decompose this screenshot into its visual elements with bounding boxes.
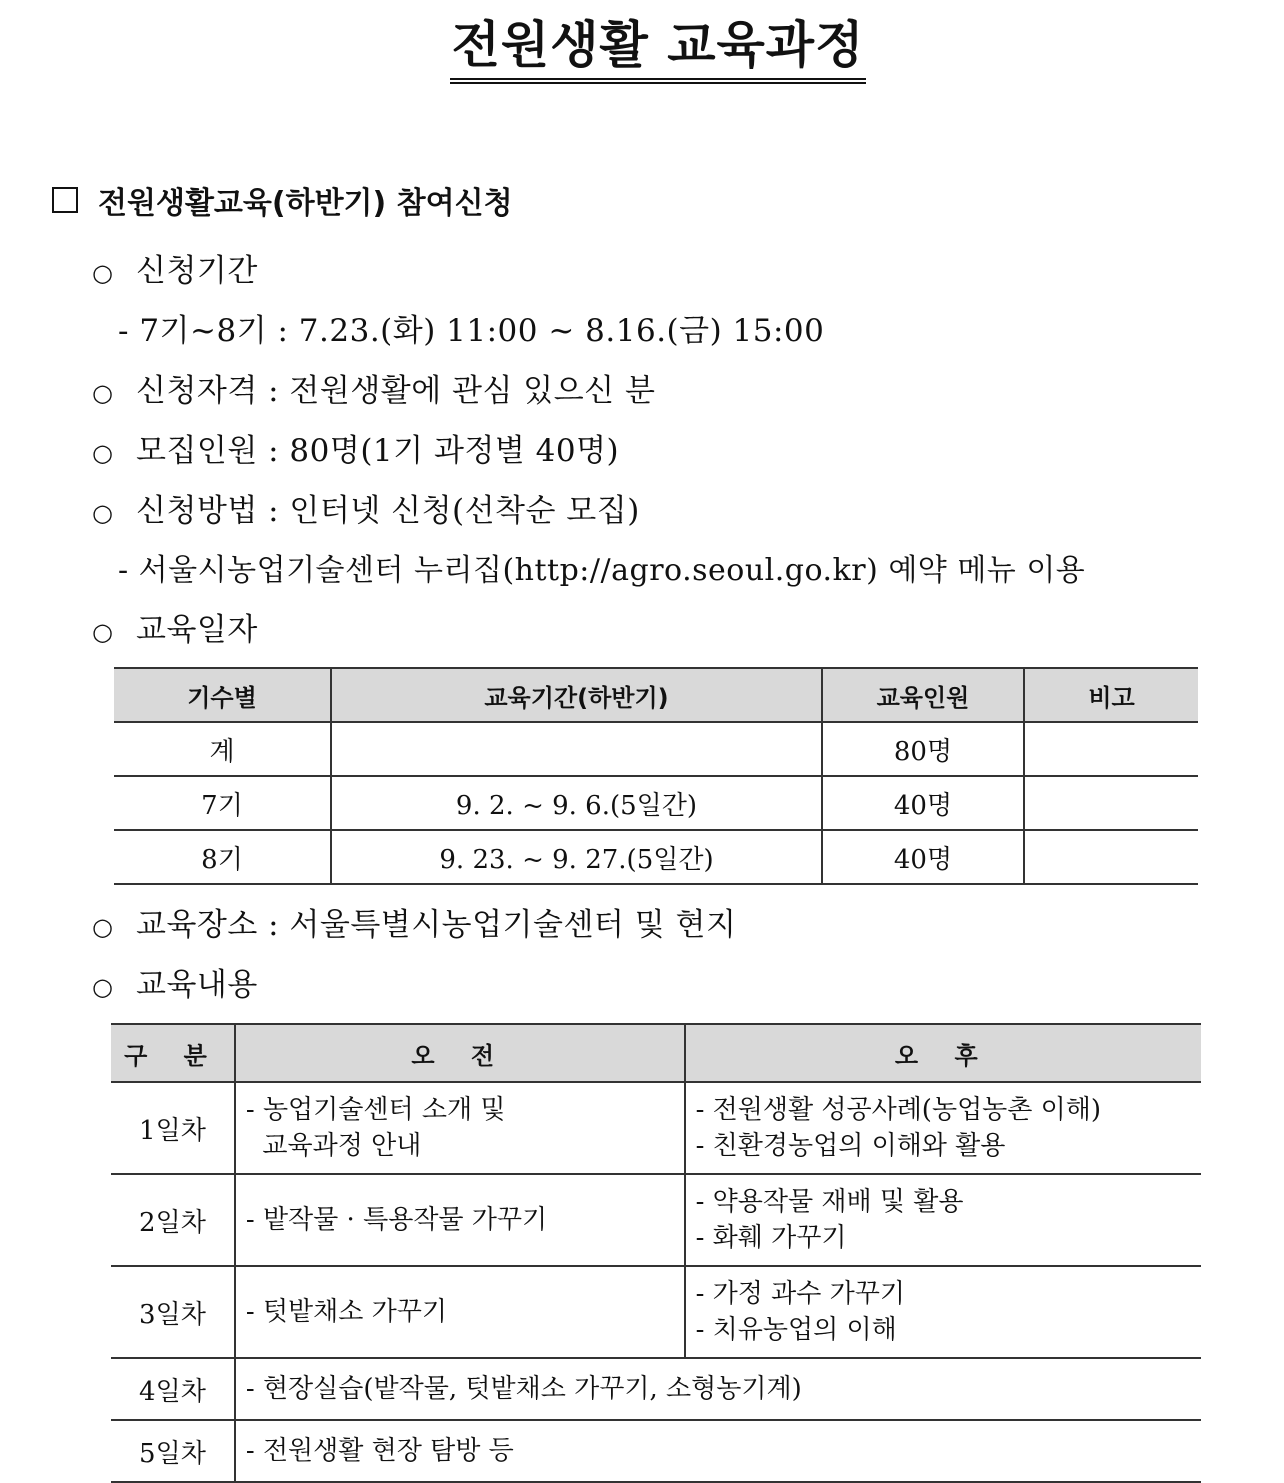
item-content: ○ 교육내용 xyxy=(92,967,258,1003)
table-header: 기수별 xyxy=(114,668,331,722)
circle-bullet-icon: ○ xyxy=(92,259,114,287)
checkbox-icon xyxy=(52,187,78,213)
circle-bullet-icon: ○ xyxy=(92,379,114,407)
table-header: 구 분 xyxy=(111,1024,235,1082)
table-header: 교육인원 xyxy=(822,668,1024,722)
circle-bullet-icon: ○ xyxy=(92,913,114,941)
item-method: ○ 신청방법 : 인터넷 신청(선착순 모집) xyxy=(92,493,640,529)
table-row: 7기 9. 2. ~ 9. 6.(5일간) 40명 xyxy=(114,776,1198,830)
table-row: 5일차 - 전원생활 현장 탐방 등 xyxy=(111,1420,1201,1482)
content-table xyxy=(111,1023,1201,1483)
item-capacity: ○ 모집인원 : 80명(1기 과정별 40명) xyxy=(92,433,620,469)
item-place: ○ 교육장소 : 서울특별시농업기술센터 및 현지 xyxy=(92,907,737,943)
item-dates: ○ 교육일자 xyxy=(92,612,258,648)
table-header: 오 전 xyxy=(235,1024,685,1082)
table-row: 2일차 - 밭작물 · 특용작물 가꾸기 - 약용작물 재배 및 활용 - 화훼 가꾸기 xyxy=(111,1174,1201,1266)
schedule-table xyxy=(114,667,1198,885)
table-header: 교육기간(하반기) xyxy=(331,668,822,722)
circle-bullet-icon: ○ xyxy=(92,973,114,1001)
circle-bullet-icon: ○ xyxy=(92,439,114,467)
table-row: 계 80명 xyxy=(114,722,1198,776)
table-row: 1일차 - 농업기술센터 소개 및 교육과정 안내 - 전원생활 성공사례(농업농촌 이해) - 친환경농업의 이해와 활용 xyxy=(111,1082,1201,1174)
circle-bullet-icon: ○ xyxy=(92,618,114,646)
table-row: 8기 9. 23. ~ 9. 27.(5일간) 40명 xyxy=(114,830,1198,884)
table-header: 비고 xyxy=(1024,668,1198,722)
item-method-detail: - 서울시농업기술센터 누리집(http://agro.seoul.go.kr) 예약 메뉴 이용 xyxy=(118,553,1086,588)
section-heading-text: 전원생활교육(하반기) 참여신청 xyxy=(98,186,513,221)
circle-bullet-icon: ○ xyxy=(92,499,114,527)
item-period: ○ 신청기간 xyxy=(92,253,258,289)
table-header: 오 후 xyxy=(685,1024,1201,1082)
table-row: 3일차 - 텃밭채소 가꾸기 - 가정 과수 가꾸기 - 치유농업의 이해 xyxy=(111,1266,1201,1358)
page-title: 전원생활 교육과정 xyxy=(0,14,1284,84)
table-row: 4일차 - 현장실습(밭작물, 텃밭채소 가꾸기, 소형농기계) xyxy=(111,1358,1201,1420)
item-period-detail: - 7기~8기 : 7.23.(화) 11:00 ~ 8.16.(금) 15:00 xyxy=(118,313,825,349)
section-heading xyxy=(52,178,513,222)
item-eligibility: ○ 신청자격 : 전원생활에 관심 있으신 분 xyxy=(92,373,656,409)
